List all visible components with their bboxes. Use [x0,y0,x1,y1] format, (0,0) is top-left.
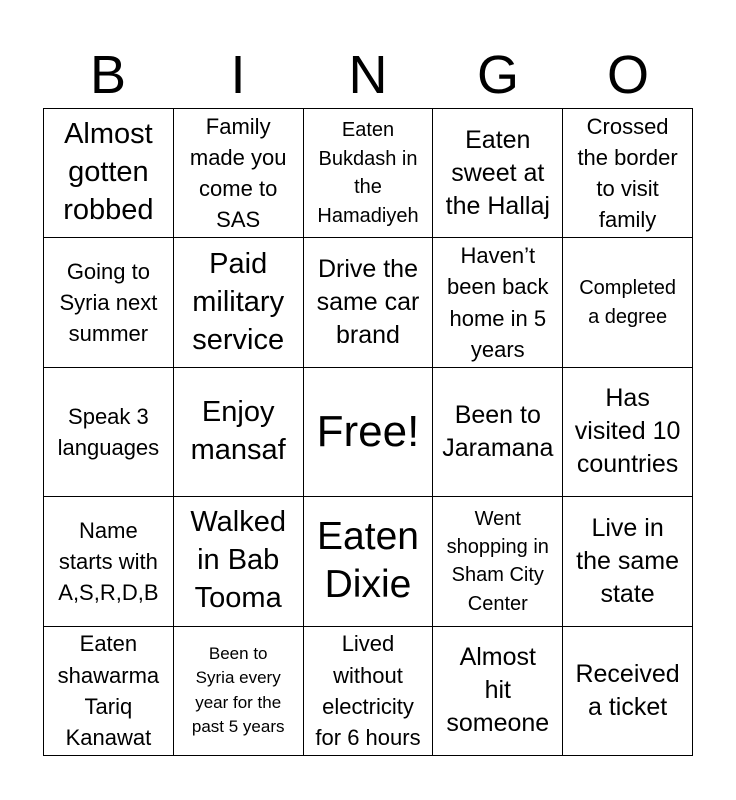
bingo-cell[interactable] [433,497,563,626]
bingo-cell-label: Free! [316,406,420,456]
bingo-cell-label: Eaten shawarma Tariq Kanawat [57,631,160,751]
bingo-cell[interactable] [304,627,434,756]
bingo-cell[interactable] [44,627,174,756]
bingo-cell[interactable] [433,109,563,238]
bingo-cell-label: Going to Syria next summer [59,258,158,347]
bingo-cell-label: Enjoy mansaf [190,396,286,466]
bingo-cell[interactable] [433,368,563,497]
bingo-cell[interactable] [174,497,304,626]
bingo-cell-label: Eaten Bukdash in the Hamadiyeh [317,119,419,227]
bingo-cell-label: Family made you come to SAS [189,113,287,233]
bingo-cell[interactable] [304,109,434,238]
bingo-header [43,42,693,108]
bingo-cell-label: Has visited 10 countries [574,384,681,479]
bingo-cell[interactable] [563,627,693,756]
bingo-cell-label: Lived without electricity for 6 hours [315,631,421,751]
bingo-cell[interactable] [433,238,563,367]
bingo-cell-label: Completed a degree [579,277,676,328]
bingo-cell[interactable] [44,497,174,626]
bingo-cell[interactable] [44,368,174,497]
bingo-cell-label: Speak 3 languages [57,403,160,460]
bingo-cell-label: Been to Jaramana [442,400,554,462]
bingo-cell-label: Paid military service [192,247,285,356]
bingo-board [43,108,693,756]
bingo-cell[interactable] [563,368,693,497]
bingo-cell-label: Live in the same state [576,513,680,608]
bingo-cell[interactable] [304,497,434,626]
bingo-cell[interactable] [174,238,304,367]
bingo-cell-label: Went shopping in Sham City Center [446,507,549,615]
bingo-cell-label: Crossed the border to visit family [577,113,678,233]
bingo-cell-label: Walked in Bab Tooma [190,506,286,615]
bingo-cell[interactable] [563,497,693,626]
header-letter-i: I [230,45,246,105]
bingo-cell-label: Drive the same car brand [316,255,420,350]
bingo-cell[interactable] [44,109,174,238]
bingo-cell[interactable] [174,368,304,497]
header-letter-o: O [606,45,649,105]
header-letter-b: B [89,45,127,105]
bingo-cell-label: Eaten sweet at the Hallaj [445,125,550,220]
header-letter-n: N [348,45,388,105]
bingo-cell-label: Almost hit someone [446,643,550,738]
bingo-cell[interactable] [174,627,304,756]
bingo-cell[interactable] [304,238,434,367]
bingo-cell[interactable] [563,238,693,367]
bingo-cell-label: Almost gotten robbed [63,118,154,227]
bingo-cell[interactable] [433,627,563,756]
bingo-cell-label: Received a ticket [575,659,680,721]
bingo-cell-label: Haven’t been back home in 5 years [447,243,549,362]
header-letter-g: G [476,45,519,105]
bingo-cell[interactable] [304,368,434,497]
bingo-cell[interactable] [174,109,304,238]
bingo-cell-label: Eaten Dixie [317,514,419,607]
bingo-cell-label: Name starts with A,S,R,D,B [58,517,159,605]
bingo-cell[interactable] [44,238,174,367]
bingo-cell-label: Been to Syria every year for the past 5 years [191,643,285,737]
bingo-cell[interactable] [563,109,693,238]
